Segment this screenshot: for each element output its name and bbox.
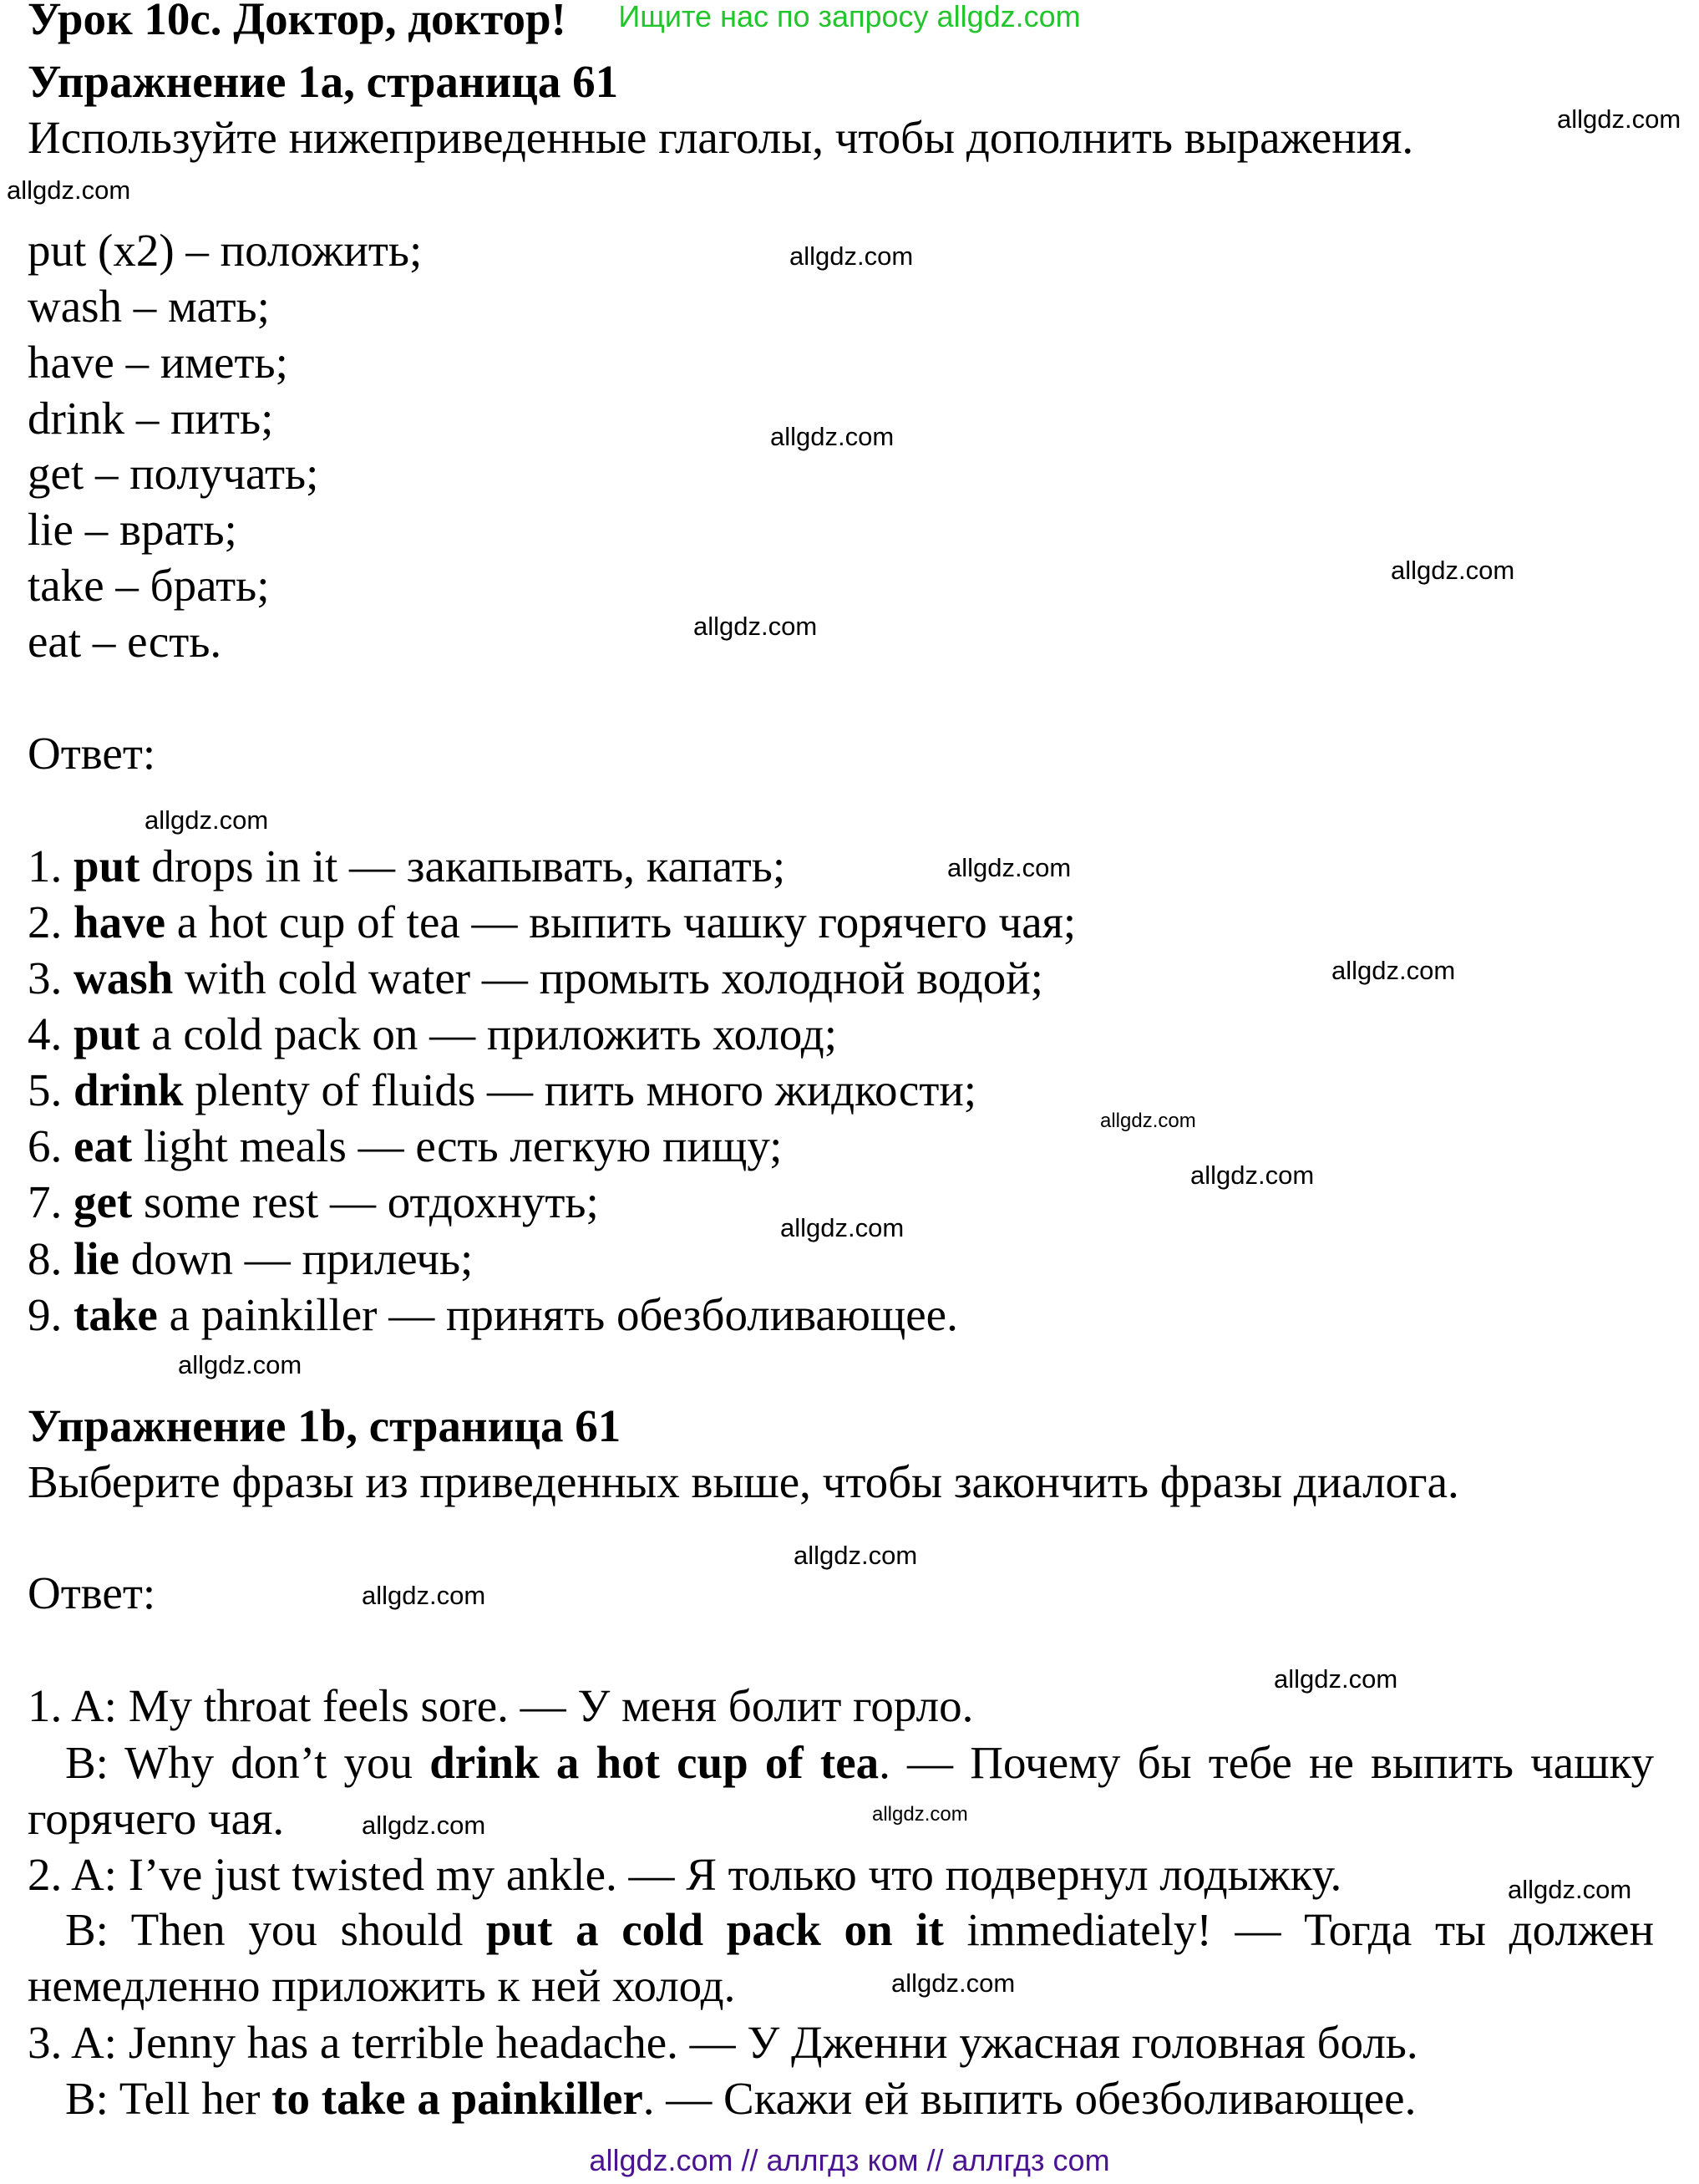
text-segment: light meals — есть легкую пищу; [132,1120,783,1171]
watermark: allgdz.com [1100,1110,1196,1132]
watermark: allgdz.com [1391,556,1515,585]
text-segment: 8. [28,1233,74,1284]
text-segment: a painkiller — принять обезболивающее. [157,1289,958,1340]
vocabulary-item: eat – есть. [28,616,222,667]
text-segment: a cold pack on — приложить холод; [139,1008,837,1059]
answer-item [28,1177,599,1227]
answer-item [28,1121,782,1171]
watermark: allgdz.com [362,1811,486,1840]
answer-item [28,841,785,891]
text-segment: 2. [28,896,74,947]
dialog-line [28,2018,1418,2068]
text-segment: 4. [28,1008,74,1059]
vocabulary-item: take – брать; [28,560,270,611]
exercise-1a-title: Упражнение 1a, страница 61 [28,56,619,107]
text-segment: B: Tell her [65,2073,272,2124]
watermark: allgdz.com [693,612,818,641]
answer-label: Ответ: [28,1567,156,1618]
text-segment: 6. [28,1120,74,1171]
text-segment: plenty of fluids — пить много жидкости; [183,1064,977,1115]
text-segment: down — прилечь; [119,1233,474,1284]
cut-off-lesson-title: Урок 10c. Доктор, доктор! [28,0,566,44]
bold-phrase: get [74,1176,133,1227]
bold-phrase: have [74,896,165,947]
exercise-1a-instruction: Используйте нижеприведенные глаголы, чтобы дополнить выражения. [28,112,1414,163]
text-segment: drops in it — закапывать, капать; [139,841,786,891]
text-segment: B: Then you should [65,1904,486,1955]
watermark: allgdz.com [947,853,1072,882]
text-segment: B: Why don’t you [65,1737,430,1788]
text-segment: immediately! — Тогда ты должен [943,1904,1655,1955]
answer-item [28,1234,473,1284]
bold-phrase: put [74,1008,140,1059]
bold-phrase: eat [74,1120,133,1171]
text-segment: . — Почему бы тебе не выпить чашку [879,1737,1654,1788]
watermark: allgdz.com [872,1803,968,1826]
watermark: allgdz.com [362,1581,486,1610]
vocabulary-item: lie – врать; [28,504,237,555]
dialog-line [28,1850,1341,1900]
answer-item [28,1065,976,1115]
exercise-1b-title: Упражнение 1b, страница 61 [28,1400,621,1451]
watermark: allgdz.com [789,241,914,271]
text-segment: горячего чая. [28,1793,285,1844]
text-segment: . — Скажи ей выпить обезболивающее. [642,2073,1417,2124]
watermark: allgdz.com [1508,1875,1632,1904]
watermark: allgdz.com [780,1213,905,1242]
watermark: allgdz.com [145,805,269,835]
text-segment: some rest — отдохнуть; [132,1176,599,1227]
text-segment: 5. [28,1064,74,1115]
watermark: allgdz.com [1331,956,1456,985]
bold-phrase: to take a painkiller [271,2073,643,2124]
vocabulary-item: get – получать; [28,448,319,499]
bold-phrase: put a cold pack on it [485,1904,944,1955]
dialog-line [65,1738,1654,1788]
watermark: allgdz.com [770,422,895,451]
answer-item [28,953,1043,1003]
search-banner: Ищите нас по запросу allgdz.com [618,0,1081,33]
dialog-line [28,1794,284,1844]
text-segment: 1. [28,841,74,891]
vocabulary-item: have – иметь; [28,337,288,388]
exercise-1b-instruction: Выберите фразы из приведенных выше, чтобы закончить фразы диалога. [28,1456,1459,1507]
watermark: allgdz.com [178,1350,302,1379]
watermark: allgdz.com [891,1968,1016,1998]
text-segment: 3. A: Jenny has a terrible headache. — У Дженни ужасная головная боль. [28,2017,1418,2068]
answer-label: Ответ: [28,728,156,779]
watermark: allgdz.com [7,175,131,205]
bold-phrase: lie [74,1233,119,1284]
answer-item [28,1009,837,1059]
watermark: allgdz.com [1557,104,1681,134]
bold-phrase: drink a hot cup of tea [429,1737,880,1788]
text-segment: a hot cup of tea — выпить чашку горячего чая; [165,896,1077,947]
text-segment: 1. A: My throat feels sore. — У меня болит горло. [28,1680,974,1731]
text-segment: 2. A: I’ve just twisted my ankle. — Я только что подвернул лодыжку. [28,1849,1342,1900]
dialog-line [65,1905,1654,1955]
dialog-line [28,1961,735,2011]
watermark: allgdz.com [1274,1664,1398,1694]
answer-item [28,1290,958,1340]
watermark: allgdz.com [1190,1161,1315,1190]
bold-phrase: put [74,841,140,891]
text-segment: 9. [28,1289,74,1340]
footer-watermark: allgdz.com // аллгдз ком // аллгдз com [589,2143,1110,2177]
vocabulary-item: wash – мать; [28,281,270,332]
bold-phrase: take [74,1289,158,1340]
text-segment: 7. [28,1176,74,1227]
dialog-line [65,2074,1416,2124]
bold-phrase: wash [74,952,174,1003]
bold-phrase: drink [74,1064,184,1115]
text-segment: немедленно приложить к ней холод. [28,1960,736,2011]
vocabulary-item: drink – пить; [28,393,274,444]
text-segment: with cold water — промыть холодной водой; [173,952,1043,1003]
vocabulary-item: put (x2) – положить; [28,225,423,276]
text-segment: 3. [28,952,74,1003]
answer-item [28,897,1076,947]
dialog-line [28,1681,973,1731]
watermark: allgdz.com [794,1541,918,1570]
